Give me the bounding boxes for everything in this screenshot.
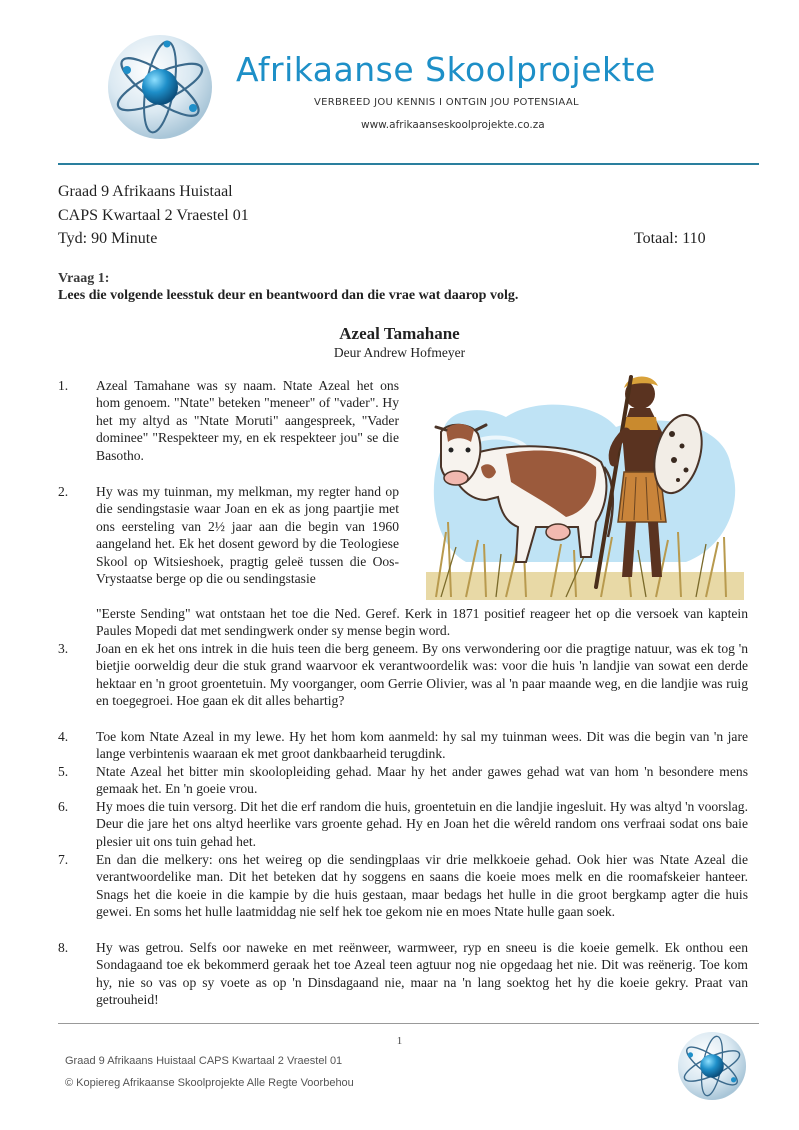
paragraph-number: 2.	[58, 484, 69, 499]
paragraph-text: Hy was getrou. Selfs oor naweke en met reënweer, warmweer, ryp en sneeu is die koeie gemelk. Ek onthou een Sondagaand toe ek bekommerd geraak het toe Azeal teen agtuur nog nie opgedaag het nie. Dit was reënerig. Toe kom hy, nie so vas op sy voete as op 'n Dinsdagaand nie, maar na 'n lang soektog het hy die koeie gekry. Praat van getrouheid!	[96, 940, 748, 1008]
exam-total: Totaal: 110	[634, 230, 706, 247]
brand-tagline: VERBREED JOU KENNIS I ONTGIN JOU POTENSIAAL	[314, 97, 579, 108]
paragraph-number: 1.	[58, 378, 69, 393]
paragraph-text: Joan en ek het ons intrek in die huis teen die berg geneem. By ons verwondering oor die pragtige natuur, was ek tog 'n bietjie oorweldig deur die stuk grand waarvoor ek verantwoordelik was: voor die huis 'n landjie van sowat een derde hektaar en 'n groot groentetuin. My voorganger, oom Gerrie Olivier, was al 'n paar maande weg, en die landjie was ruig en toegegroei. Hoe gaan ek dit alles behartig?	[96, 641, 748, 709]
paragraph-number: 6.	[58, 799, 69, 814]
brand-title: Afrikaanse Skoolprojekte	[236, 50, 656, 89]
story-paragraph-2	[58, 483, 399, 587]
story-paragraph-7	[58, 851, 748, 921]
atom-globe-logo-icon	[676, 1030, 748, 1102]
footer-copyright: © Kopiereg Afrikaanse Skoolprojekte Alle Regte Voorbehou	[65, 1077, 354, 1089]
paragraph-text: "Eerste Sending" wat ontstaan het toe die Ned. Geref. Kerk in 1871 positief reageer het op die versoek van kaptein Paules Mopedi dat met sendingwerk onder sy mense begin word.	[96, 606, 748, 639]
header-divider	[58, 163, 759, 165]
page-number: 1	[396, 1035, 403, 1047]
paragraph-number: 7.	[58, 852, 69, 867]
footer-divider	[58, 1023, 759, 1024]
exam-term: CAPS Kwartaal 2 Vraestel 01	[58, 207, 249, 224]
exam-time: Tyd: 90 Minute	[58, 230, 158, 247]
paragraph-text: Ntate Azeal het bitter min skoolopleiding gehad. Maar hy het ander gawes gehad wat van hom 'n besondere mens gemaak het. En 'n goeie vrou.	[96, 764, 748, 797]
story-paragraph-4	[58, 728, 748, 763]
story-paragraph-1	[58, 377, 399, 464]
paragraph-number: 4.	[58, 729, 69, 744]
paragraph-text: Azeal Tamahane was sy naam. Ntate Azeal het ons hom genoem. "Ntate" beteken "meneer" of "vader". Hy het my altyd as "Ntate Moruti" aangespreek, "Vader dominee" "Respekteer my, en ek respekteer jou" se die Basotho.	[96, 378, 399, 463]
story-paragraph-2-continued	[58, 605, 748, 640]
story-paragraph-3	[58, 640, 748, 710]
paragraph-number: 3.	[58, 641, 69, 656]
footer-exam-line: Graad 9 Afrikaans Huistaal CAPS Kwartaal 2 Vraestel 01	[65, 1055, 343, 1067]
story-title: Azeal Tamahane	[339, 324, 460, 343]
story-author: Deur Andrew Hofmeyer	[333, 345, 466, 360]
question-label: Vraag 1:	[58, 271, 110, 286]
paragraph-text: Hy was my tuinman, my melkman, my regter hand op die sendingstasie waar Joan en ek as jong paartjie met ons eersteling van 2½ jaar aan die begin van 1960 aangeland het. Ek het dosent geword by die Teologiese Skool op Witsieshoek, pragtig geleë tussen die Oos-Vrystaatse berge op die ou sendingstasie	[96, 484, 399, 587]
question-instruction: Lees die volgende leesstuk deur en beantwoord dan die vrae wat daarop volg.	[58, 288, 519, 303]
atom-globe-logo-icon	[105, 32, 215, 142]
man-with-cow-illustration-icon	[426, 372, 744, 600]
story-paragraph-8	[58, 939, 748, 1009]
paragraph-text: Hy moes die tuin versorg. Dit het die erf random die huis, groentetuin en die landjie ingesluit. Hy was altyd 'n voorslag. Deur die jare het ons altyd heerlike vars groente gehad. Hy en Joan het die wêreld random ons verfraai sodat ons baie plesier uit ons tuin gehad het.	[96, 799, 748, 849]
paragraph-number: 8.	[58, 940, 69, 955]
exam-grade: Graad 9 Afrikaans Huistaal	[58, 183, 233, 200]
paragraph-number: 5.	[58, 764, 69, 779]
website-link[interactable]: www.afrikaanseskoolprojekte.co.za	[361, 119, 545, 131]
paragraph-text: Toe kom Ntate Azeal in my lewe. Hy het hom kom aanmeld: hy sal my tuinman wees. Dit was die begin van 'n jare lange verbintenis waaraan ek met groot dankbaarheid terugdink.	[96, 729, 748, 762]
paragraph-text: En dan die melkery: ons het weireg op die sendingplaas vir drie melkkoeie gehad. Ook hier was Ntate Azeal die verantwoordelike man. Dit het beteken dat hy soggens en saans die koeie moes melk en die roomafskeier hanteer. Snags het die koeie in die kampie by die huis gestaan, maar bedags het hulle in die groot bergkamp agter die huis gewei. En soms het hulle laatmiddag nie self hek toe gekom nie en moes Ntate hulle gaan soek.	[96, 852, 748, 920]
story-paragraph-6	[58, 798, 748, 850]
story-paragraph-5	[58, 763, 748, 798]
